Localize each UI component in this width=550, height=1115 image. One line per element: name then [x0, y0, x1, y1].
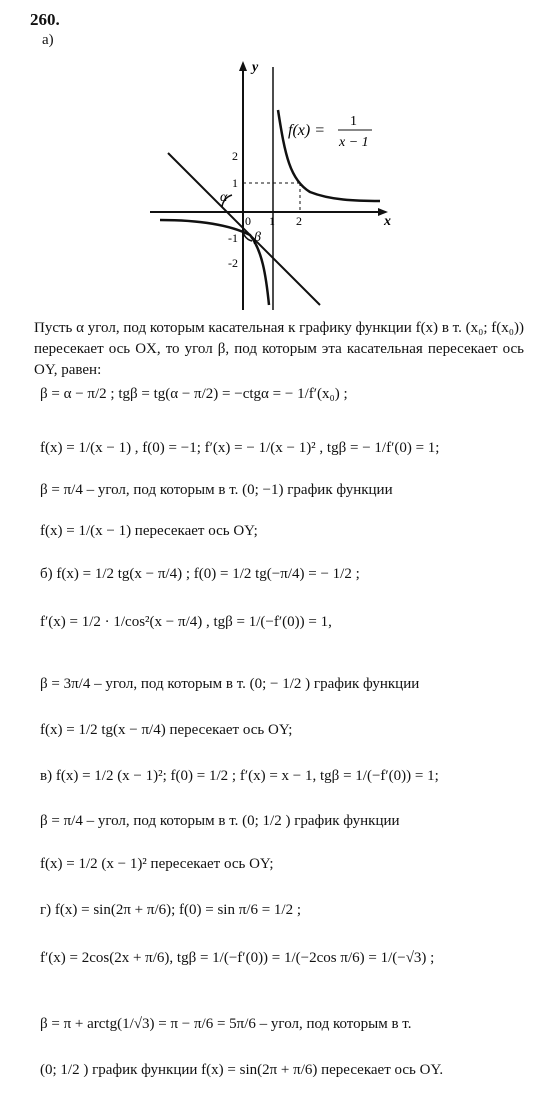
- x-axis-label: x: [384, 214, 391, 229]
- formula-part-g-derivative: f′(x) = 2cos(2x + π/6), tgβ = 1/(−f′(0)) = 1/(−2cos π/6) = 1/(−√3) ;: [40, 950, 435, 966]
- function-label: f(x) =: [288, 122, 325, 139]
- formula-part-a-beta: β = π/4 – угол, под которым в т. (0; −1) график функции: [40, 482, 393, 498]
- tick-y-m2: -2: [228, 256, 238, 270]
- intro-paragraph: Пусть α угол, под которым касательная к графику функции f(x) в т. (x₀; f(x₀)) пересекает ось OX, то угол β, под которым эта касательная пересекает ось OY, равен:: [34, 320, 524, 378]
- tick-y-m1: -1: [228, 231, 238, 245]
- alpha-label: α: [220, 190, 228, 205]
- tick-y-1: 1: [232, 176, 238, 190]
- formula-part-v-beta: β = π/4 – угол, под которым в т. (0; 1/2 ) график функции: [40, 813, 400, 829]
- formula-part-v-conclusion: f(x) = 1/2 (x − 1)² пересекает ось OY;: [40, 856, 274, 872]
- formula-part-g-conclusion: (0; 1/2 ) график функции f(x) = sin(2π + π/6) пересекает ось OY.: [40, 1062, 444, 1078]
- formula-part-b-derivative: f′(x) = 1/2 · 1/cos²(x − π/4) , tgβ = 1/(−f′(0)) = 1,: [40, 614, 332, 630]
- part-a-label: а): [42, 32, 54, 48]
- problem-number: 260.: [30, 10, 60, 29]
- function-denominator: x − 1: [339, 135, 369, 150]
- function-graph: [140, 55, 400, 315]
- y-axis-label: y: [252, 60, 259, 75]
- formula-beta-alpha: β = α − π/2 ; tgβ = tg(α − π/2) = −ctgα = − 1/f′(x₀) ;: [40, 386, 348, 402]
- y-axis-arrow: [239, 61, 247, 71]
- beta-label: β: [254, 230, 261, 245]
- formula-part-b-beta: β = 3π/4 – угол, под которым в т. (0; − 1/2 ) график функции: [40, 676, 420, 692]
- formula-part-g-beta: β = π + arctg(1/√3) = π − π/6 = 5π/6 – угол, под которым в т.: [40, 1016, 412, 1032]
- tick-y-2: 2: [232, 149, 238, 163]
- tick-x-2: 2: [296, 214, 302, 228]
- formula-part-g-function: г) f(x) = sin(2π + π/6); f(0) = sin π/6 = 1/2 ;: [40, 902, 302, 918]
- function-numerator: 1: [350, 114, 357, 129]
- formula-part-v-function: в) f(x) = 1/2 (x − 1)²; f(0) = 1/2 ; f′(x) = x − 1, tgβ = 1/(−f′(0)) = 1;: [40, 768, 439, 784]
- tick-x-1: 1: [269, 214, 275, 228]
- formula-part-a-derivative: f(x) = 1/(x − 1) , f(0) = −1; f′(x) = − 1/(x − 1)² , tgβ = − 1/f′(0) = 1;: [40, 440, 440, 456]
- formula-part-b-conclusion: f(x) = 1/2 tg(x − π/4) пересекает ось OY;: [40, 722, 293, 738]
- tick-x-0: 0: [245, 214, 251, 228]
- formula-part-b-function: б) f(x) = 1/2 tg(x − π/4) ; f(0) = 1/2 tg(−π/4) = − 1/2 ;: [40, 566, 360, 582]
- hyperbola-left-branch: [160, 220, 269, 305]
- formula-part-a-conclusion: f(x) = 1/(x − 1) пересекает ось OY;: [40, 523, 258, 539]
